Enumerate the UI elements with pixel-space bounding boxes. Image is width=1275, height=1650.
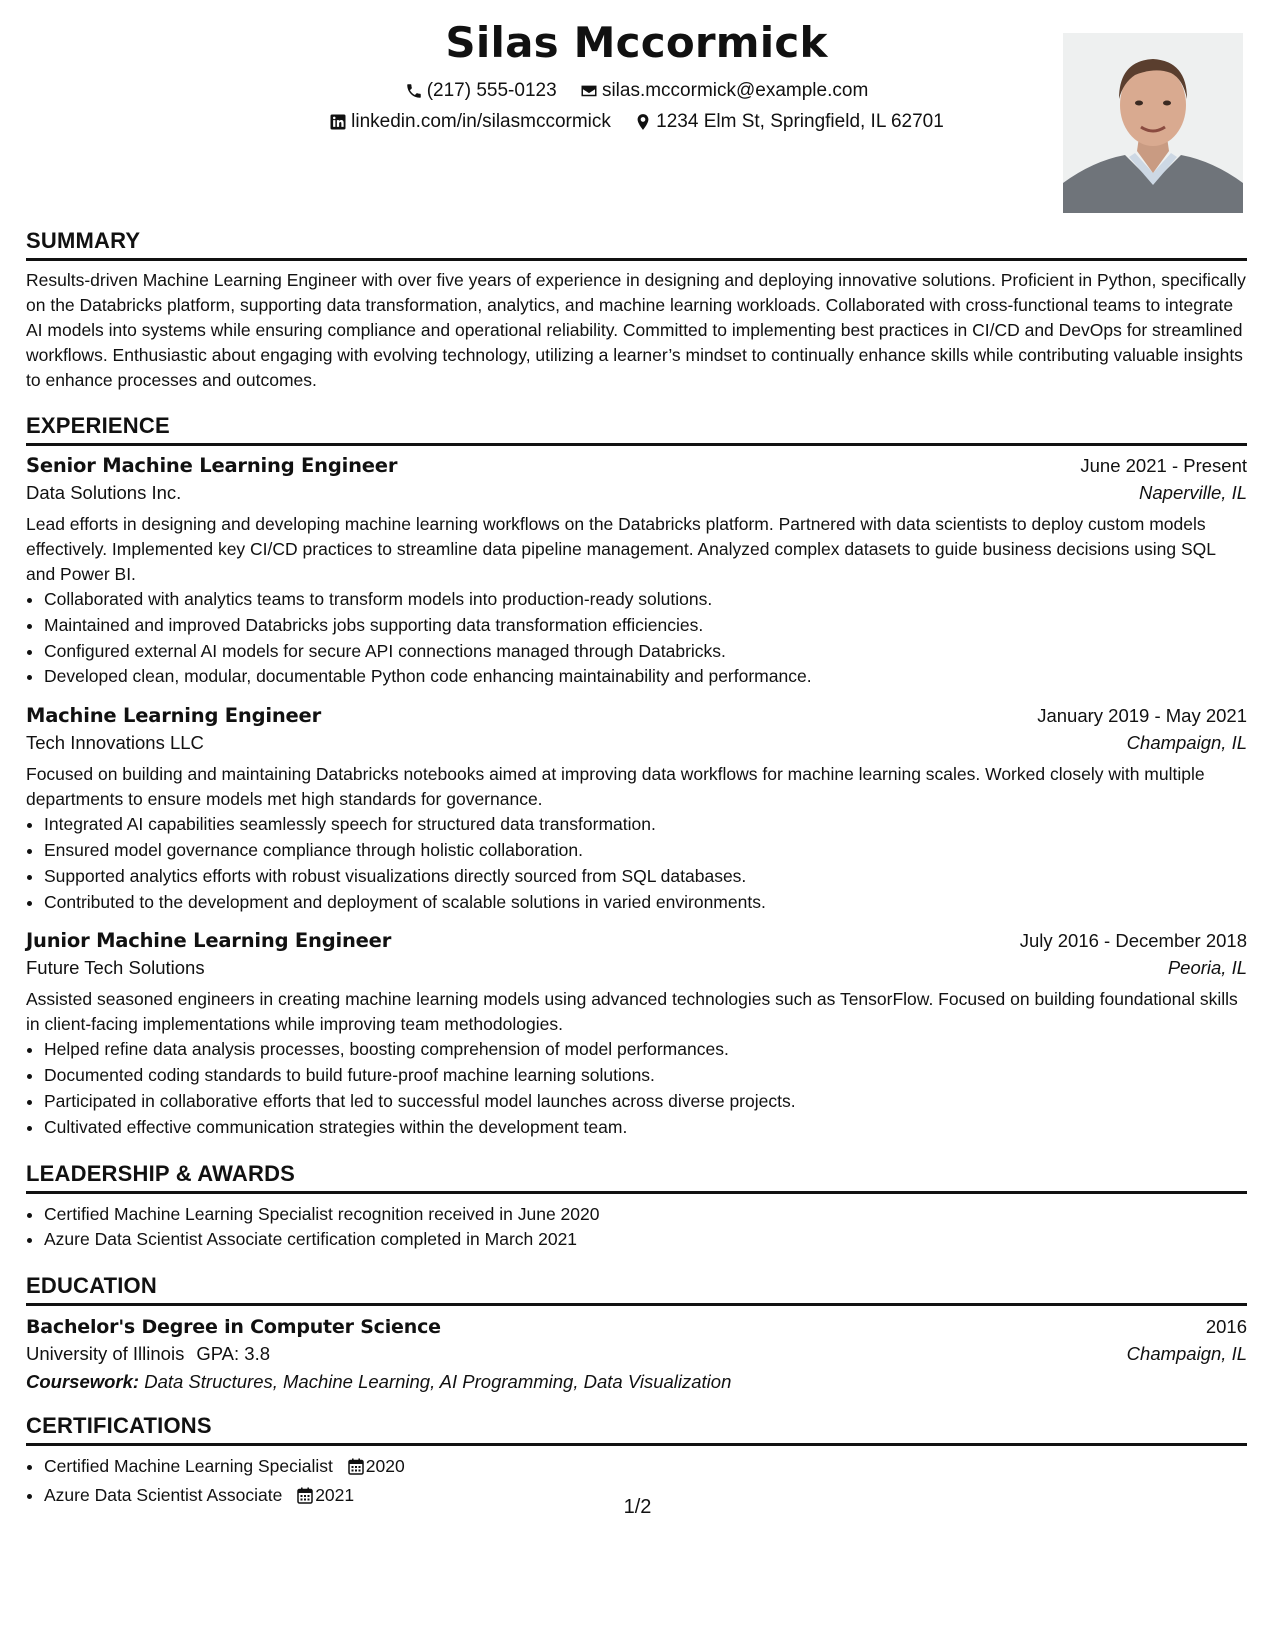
- job-description: Lead efforts in designing and developing machine learning workflows on the Databricks platform. Partnered with data scientists to deploy custom models effectively. Implemented key CI/CD practices to streamline data pipeline management. Analyzed complex datasets to guide business decisions using SQL and Power BI.: [26, 514, 1216, 584]
- award-item: • Certified Machine Learning Specialist recognition received in June 2020: [44, 1202, 1247, 1228]
- job-bullet: • Configured external AI models for secure API connections managed through Databricks.: [44, 639, 1247, 665]
- awards-section: [26, 1161, 1247, 1254]
- job-company-row: [26, 482, 1247, 504]
- job-header-row: [26, 929, 1247, 952]
- job-description: Focused on building and maintaining Databricks notebooks aimed at improving data workflows for machine learning scales. Worked closely with multiple departments to ensure models met high standards for governance.: [26, 764, 1205, 810]
- certification-name: Azure Data Scientist Associate: [44, 1484, 283, 1505]
- certification-year: 2020: [365, 1456, 405, 1477]
- education-coursework: [26, 1371, 1247, 1393]
- job-bullet: • Developed clean, modular, documentable Python code enhancing maintainability and performance.: [44, 664, 1247, 690]
- contact-linkedin[interactable]: [329, 111, 611, 133]
- summary-section: [26, 228, 1247, 393]
- job-bullet: • Contributed to the development and deployment of scalable solutions in varied environments.: [44, 890, 1247, 916]
- coursework-list: Data Structures, Machine Learning, AI Programming, Data Visualization: [144, 1371, 732, 1393]
- linkedin-url: linkedin.com/in/silasmccormick: [351, 111, 611, 132]
- email-address: silas.mccormick@example.com: [601, 80, 869, 101]
- education-heading: EDUCATION: [26, 1273, 1247, 1306]
- job-bullet: • Participated in collaborative efforts that led to successful model launches across diverse projects.: [44, 1089, 1247, 1115]
- job-dates: June 2021 - Present: [1080, 455, 1247, 476]
- certification-item: [44, 1454, 1247, 1483]
- awards-heading: LEADERSHIP & AWARDS: [26, 1161, 1247, 1194]
- envelope-icon: [580, 82, 598, 100]
- job-header-row: [26, 704, 1247, 727]
- education-gpa: GPA: 3.8: [196, 1343, 271, 1365]
- education-year: 2016: [1205, 1316, 1247, 1338]
- certification-year: 2021: [315, 1484, 355, 1505]
- job-bullet: • Ensured model governance compliance through holistic collaboration.: [44, 838, 1247, 864]
- education-degree: Bachelor's Degree in Computer Science: [26, 1316, 441, 1339]
- job-bullet: • Integrated AI capabilities seamlessly speech for structured data transformation.: [44, 812, 1247, 838]
- certification-name: Certified Machine Learning Specialist: [44, 1456, 333, 1477]
- job-bullet: • Cultivated effective communication strategies within the development team.: [44, 1115, 1247, 1141]
- education-location: Champaign, IL: [1126, 1343, 1247, 1365]
- job-location: Peoria, IL: [1167, 957, 1247, 979]
- phone-icon: [405, 82, 423, 100]
- education-institution: University of Illinois: [26, 1343, 185, 1365]
- page-number: 1/2: [623, 1496, 652, 1518]
- job-company-row: [26, 957, 1247, 979]
- job-title: Junior Machine Learning Engineer: [26, 929, 392, 953]
- experience-section: [26, 413, 1247, 1141]
- calendar-icon: [348, 1457, 364, 1483]
- job-entry: [26, 929, 1247, 1140]
- education-institution-row: [26, 1343, 1247, 1365]
- linkedin-icon: [329, 113, 347, 131]
- summary-text: Results-driven Machine Learning Engineer with over five years of experience in designing and deploying innovative solutions. Proficient in Python, specifically on the Databricks platform, supporting data transformation, analytics, and machine learning workloads. Collaborated with cross-functional teams to integrate AI models into systems while ensuring compliance and operational reliability. Committed to implementing best practices in CI/CD and DevOps for streamlined workflows. Enthusiastic about engaging with evolving technology, utilizing a learner’s mindset to continually enhance skills while contributing valuable insights to enhance processes and outcomes.: [26, 270, 1246, 390]
- job-title: Senior Machine Learning Engineer: [26, 454, 398, 477]
- job-entry: [26, 454, 1247, 690]
- profile-photo-illustration: [1063, 33, 1243, 213]
- profile-photo: [1063, 33, 1243, 213]
- education-section: [26, 1273, 1247, 1393]
- street-address: 1234 Elm St, Springfield, IL 62701: [656, 111, 944, 132]
- education-degree-row: [26, 1316, 1247, 1338]
- job-title: Machine Learning Engineer: [26, 704, 322, 728]
- map-pin-icon: [634, 113, 652, 131]
- award-item: • Azure Data Scientist Associate certification completed in March 2021: [44, 1227, 1247, 1253]
- resume-header: [26, 0, 1247, 210]
- contact-address: [634, 111, 944, 133]
- experience-heading: EXPERIENCE: [26, 413, 1247, 446]
- education-institution-group: [26, 1343, 270, 1365]
- job-dates: July 2016 - December 2018: [1019, 930, 1247, 952]
- job-bullets: [26, 812, 1247, 915]
- job-bullet: • Collaborated with analytics teams to transform models into production-ready solutions.: [44, 587, 1247, 613]
- job-company: Tech Innovations LLC: [26, 732, 204, 754]
- job-dates: January 2019 - May 2021: [1037, 705, 1247, 727]
- phone-number: (217) 555-0123: [426, 80, 557, 101]
- certifications-heading: CERTIFICATIONS: [26, 1413, 1247, 1446]
- job-bullet: • Maintained and improved Databricks jobs supporting data transformation efficiencies.: [44, 613, 1247, 639]
- job-company-row: [26, 732, 1247, 754]
- candidate-name: Silas Mccormick: [445, 18, 828, 67]
- job-company: Future Tech Solutions: [26, 957, 205, 979]
- awards-list: [26, 1202, 1247, 1254]
- job-header-row: [26, 454, 1247, 477]
- job-bullet: • Documented coding standards to build future-proof machine learning solutions.: [44, 1063, 1247, 1089]
- summary-heading: SUMMARY: [26, 228, 1247, 261]
- job-entry: [26, 704, 1247, 915]
- contact-email[interactable]: [580, 80, 868, 102]
- job-location: Naperville, IL: [1139, 482, 1247, 503]
- job-company: Data Solutions Inc.: [26, 482, 182, 503]
- coursework-label: Coursework:: [26, 1371, 140, 1393]
- job-bullet: • Helped refine data analysis processes, boosting comprehension of model performances.: [44, 1037, 1247, 1063]
- contact-phone[interactable]: [405, 80, 557, 102]
- job-bullet: • Supported analytics efforts with robust visualizations directly sourced from SQL databases.: [44, 864, 1247, 890]
- job-bullets: [26, 587, 1247, 690]
- job-description: Assisted seasoned engineers in creating machine learning models using advanced technologies such as TensorFlow. Focused on building foundational skills in client-facing implementations while improving team methodologies.: [26, 989, 1238, 1035]
- job-location: Champaign, IL: [1126, 732, 1247, 754]
- job-bullets: [26, 1037, 1247, 1140]
